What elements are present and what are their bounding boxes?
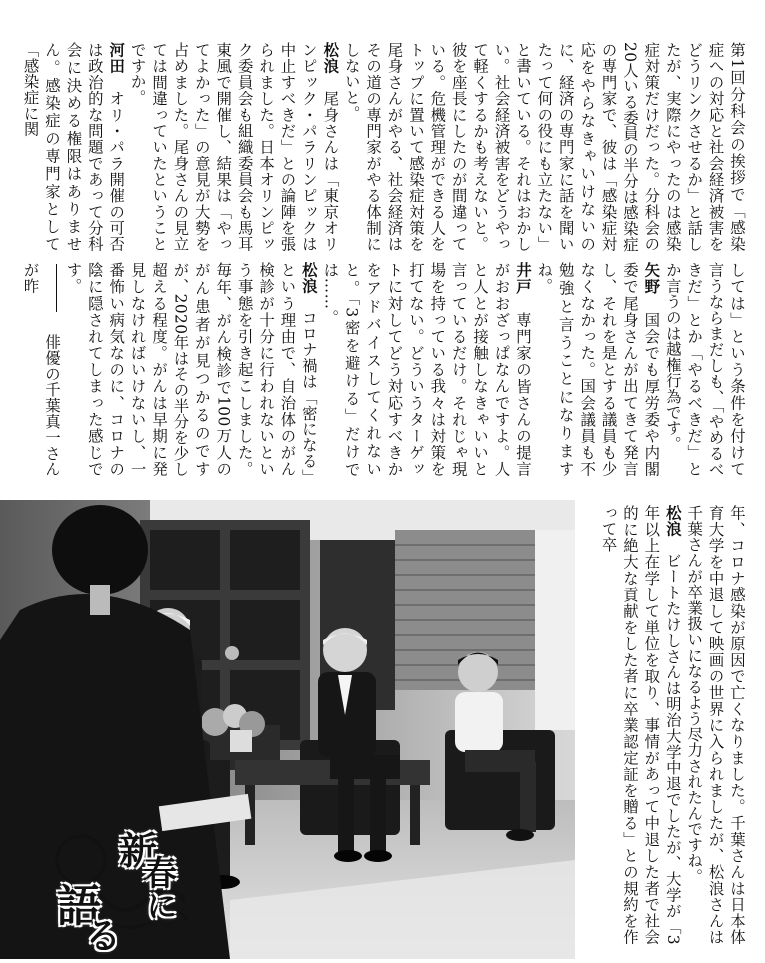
dash-rule (56, 264, 57, 312)
logo-char: に (147, 890, 177, 925)
speaker-name: 井戸 (513, 262, 532, 296)
paragraph: 矢野 国会でも厚労委や内閣委で尾身さんが出てきて発言し、それを是とする議員も少なくなかった。国会議員も不勉強と言うことになりますね。 (535, 262, 661, 477)
paragraph: 松浪 ビートたけしさんは明治大学中退でしたが、大学が「3年以上在学して単位を取り、事情があって中退した者で社会的に絶大な貢献をした者に卒業認定証を贈る」との規約を作って卒 (599, 505, 682, 945)
speaker-name: 松浪 (299, 262, 318, 294)
logo-char: 新 (119, 828, 158, 873)
paragraph: 俳優の千葉真一さんが昨 (21, 262, 61, 477)
logo-char: 語 (57, 881, 101, 932)
speaker-name: 河田 (107, 42, 126, 75)
new-year-talk-logo (55, 820, 187, 957)
paragraph: 第1回分科会の挨拶で「感染症への対応と社会経済被害をどうリンクさせるか」と話したが、実際にやったのは感染症対策だけだった。分科会の20人いる委員の半分は感染症の専門家で、彼は「感染症対応をやらなきゃいけないのに、経済の専門家に話を聞いたって何の役にも立たない」と書いている。それはおかしい。社会経済被害をどうやって軽くするかも考えないと。彼を座長にしたのが間違っている。危機管理ができる人をトップに置いて感染症対策を尾身さんがやる、社会経済はその道の専門家がやる体制にしないと。 (342, 42, 746, 252)
speaker-name: 松浪 (321, 42, 340, 75)
paragraph: 井戸 専門家の皆さんの提言がおおざっぱなんですよ。人と人とが接触しなきゃいいと言っているだけ。それじゃ現場を持っている我々は対策を打てない。どういうターゲットに対してどう対応すべきかをアドバイスしてくれないと。「3密を避ける」だけでは……。 (321, 262, 532, 477)
article-column-1 (21, 42, 747, 252)
logo-char: 春 (143, 854, 177, 894)
paragraph: 河田 オリ・パラ開催の可否は政治的な問題であって分科会に決める権限はありません。感染症の専門家として「感染症に関 (21, 42, 126, 252)
paragraph: しては」という条件を付けて言うならまだしも、「やめるべきだ」とか「やるべきだ」とか言うのは越権行為です。 (663, 262, 746, 477)
article-column-3 (577, 505, 747, 945)
speaker-name: 松浪 (663, 505, 682, 537)
paragraph: 松浪 コロナ禍は「密になる」という理由で、自治体のがん検診が十分に行われないという事態を引き起こしました。毎年、がん検診で100万人のがん患者が見つかるのですが、2020年はその半分を少し超える程度。がんは早期に発見しなければいけないし、一番怖い病気なのに、コロナの陰に隠されてしまった感じです。 (64, 262, 318, 477)
logo-char: る (85, 915, 122, 957)
paragraph: 松浪 尾身さんは「東京オリンピック・パラリンピックは中止すべきだ」との論陣を張られました。日本オリンピック委員会も組織委員会も馬耳東風で開催し、結果は「やってよかった」の意見が大勢を占めました。尾身さんの見立ては間違っていたということですか。 (128, 42, 340, 252)
article-column-2 (21, 262, 747, 477)
speaker-name: 矢野 (642, 262, 661, 296)
paragraph: 年、コロナ感染が原因で亡くなりました。千葉さんは日本体育大学を中退して映画の世界に入られましたが、松浪さんは千葉さんが卒業扱いになるよう尽力されたんですね。 (685, 505, 746, 945)
